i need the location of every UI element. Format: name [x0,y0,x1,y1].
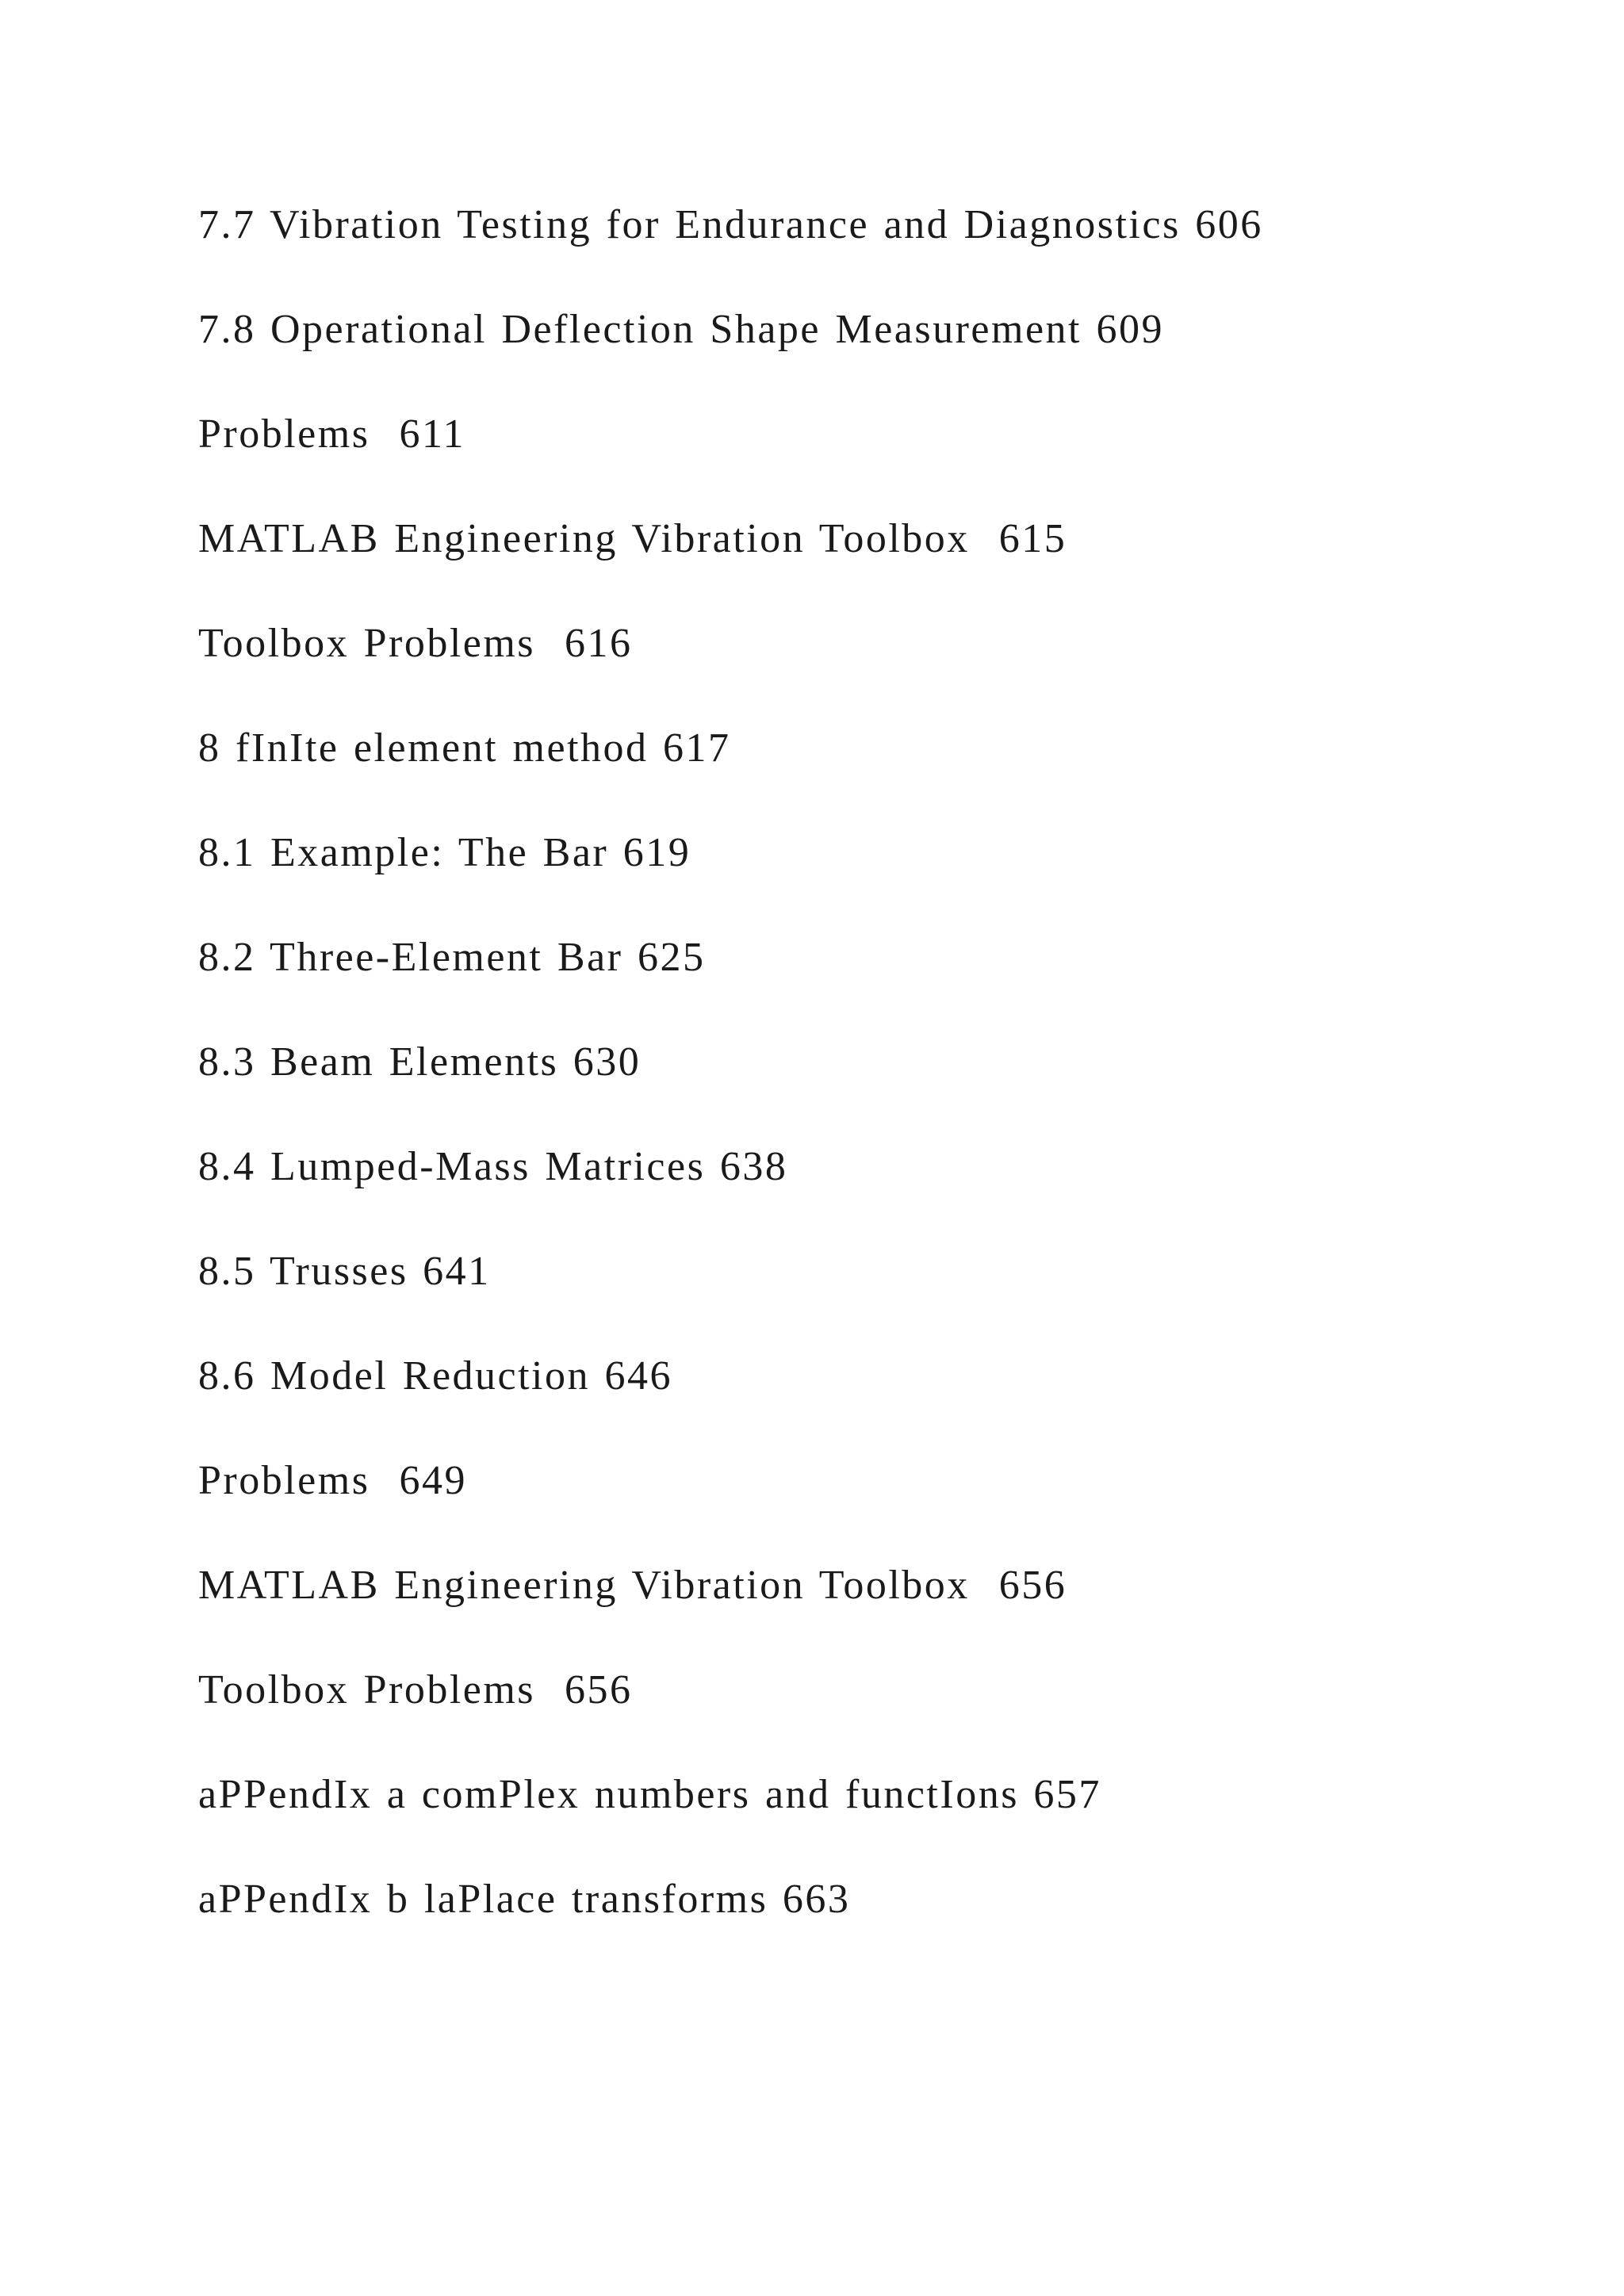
toc-entry: 8.2 Three-Element Bar 625 [198,935,706,980]
toc-chapter-heading: 8 fInIte element method 617 [198,725,731,771]
toc-entry: Toolbox Problems 616 [198,621,633,666]
toc-appendix-heading: aPPendIx a comPlex numbers and functIons 657 [198,1772,1101,1817]
toc-entry: 7.7 Vibration Testing for Endurance and Diagnostics 606 [198,202,1263,247]
toc-entry: MATLAB Engineering Vibration Toolbox 656 [198,1563,1067,1608]
toc-entry: 8.6 Model Reduction 646 [198,1353,673,1399]
toc-entry: Problems 649 [198,1458,467,1503]
toc-entry: Problems 611 [198,411,466,457]
toc-entry: 8.5 Trusses 641 [198,1249,491,1294]
toc-entry: 8.4 Lumped-Mass Matrices 638 [198,1144,788,1189]
toc-entry: Toolbox Problems 656 [198,1667,633,1712]
table-of-contents [198,193,1546,1973]
toc-entry: MATLAB Engineering Vibration Toolbox 615 [198,516,1067,561]
toc-appendix-heading: aPPendIx b laPlace transforms 663 [198,1877,851,1922]
toc-entry: 8.3 Beam Elements 630 [198,1039,642,1085]
toc-entry: 7.8 Operational Deflection Shape Measurement 609 [198,307,1164,352]
toc-entry: 8.1 Example: The Bar 619 [198,830,691,875]
